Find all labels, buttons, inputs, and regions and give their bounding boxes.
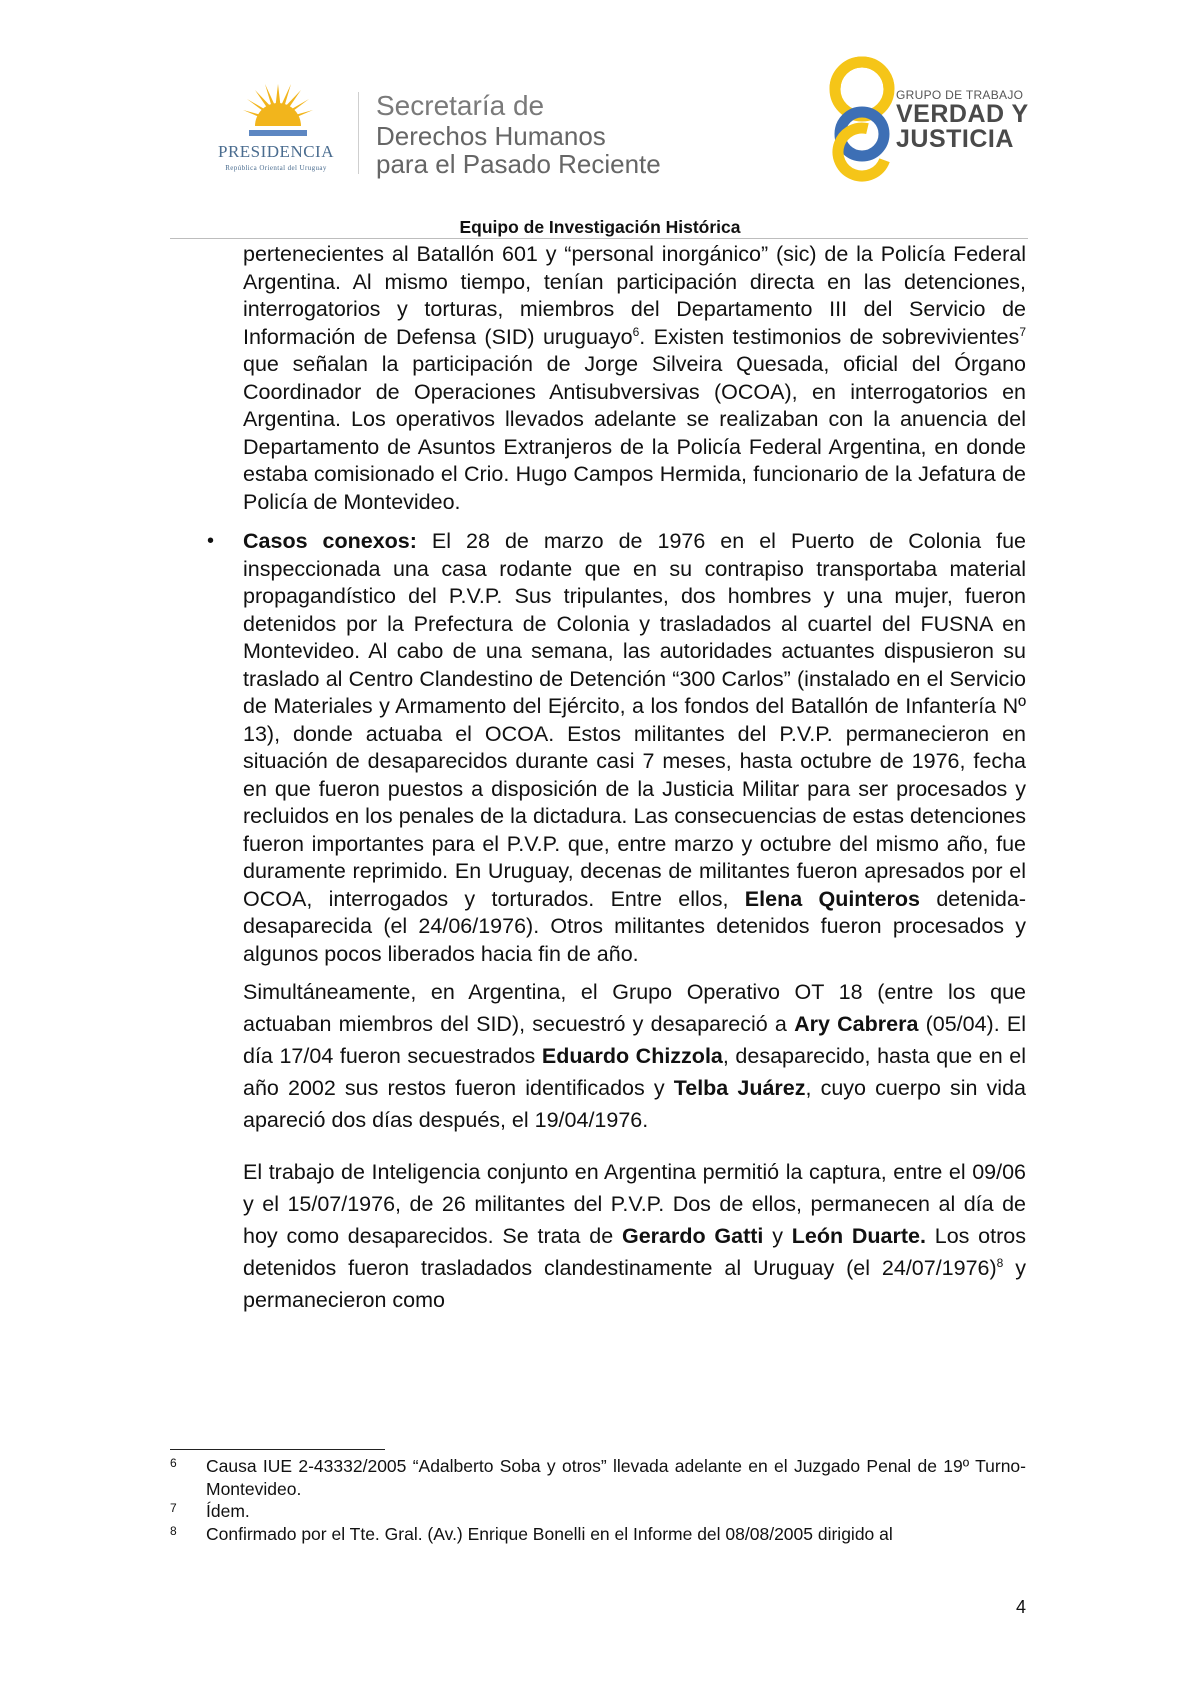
team-title: Equipo de Investigación Histórica xyxy=(459,217,741,237)
footnote-text: Ídem. xyxy=(206,1501,250,1521)
person-name: León Duarte. xyxy=(791,1224,926,1248)
gvj-line-1: VERDAD Y xyxy=(896,100,1029,128)
gvj-line-2: JUSTICIA xyxy=(896,125,1014,153)
sun-icon xyxy=(241,80,315,142)
bullet-label: Casos conexos: xyxy=(243,529,417,553)
presidencia-subtitle: República Oriental del Uruguay xyxy=(225,164,327,172)
bullet-icon: • xyxy=(207,530,215,552)
footnote-number: 7 xyxy=(170,1501,177,1515)
footnote-number: 8 xyxy=(170,1523,177,1538)
paragraph-1: pertenecientes al Batallón 601 y “personal inorgánico” (sic) de la Policía Federal Argentina. Al mismo tiempo, tenían participación directa en las detenciones, interrogatorios y torturas, miembros del Departamento III del Servicio de Información de Defensa (SID) uruguayo$^6$. Existen testimonios de sobrevivientes$^7$ que señalan la participación de Jorge Silveira Quesada, oficial del Órgano Coordinador de Operaciones Antisubversivas (OCOA), en interrogatorios en Argentina. Los operativos llevados adelante se realizaban con la anuencia del Departamento de Asuntos Extranjeros de la Policía Federal Argentina, en donde estaba comisionado el Crio. Hugo Campos Hermida, funcionario de la Jefatura de Policía de Montevideo. xyxy=(243,242,1026,514)
footnote-separator xyxy=(170,1449,385,1450)
footnote-ref-8[interactable]: 8 xyxy=(996,1255,1004,1270)
person-name: Gerardo Gatti xyxy=(622,1224,764,1248)
page-header xyxy=(0,0,1190,237)
bullet-item-casos-conexos xyxy=(207,528,1026,1316)
footnote-text: Causa IUE 2-43332/2005 “Adalberto Soba y otros” llevada adelante en el Juzgado Penal de 19º Turno-Montevideo. xyxy=(206,1456,1026,1499)
header-rule xyxy=(170,238,1028,239)
paragraph-3: El trabajo de Inteligencia conjunto en Argentina permitió la captura, entre el 09/06 y el 15/07/1976, de 26 militantes del P.V.P. Dos de ellos, permanecen al día de hoy como desaparecidos. Se trata de Gerardo Gatti y León Duarte. Los otros detenidos fueron trasladados clandestinamente al Uruguay (el 24/07/1976)$^8$ y permanecieron como xyxy=(243,1160,1026,1312)
footnotes xyxy=(170,1455,1026,1545)
verdad-justicia-text xyxy=(896,88,1046,152)
bullet-paragraph: Casos conexos: El 28 de marzo de 1976 en el Puerto de Colonia fue inspeccionada una casa rodante que en su contrapiso transportaba material propagandístico del P.V.P. Sus tripulantes, dos hombres y una mujer, fueron detenidos por la Prefectura de Colonia y trasladados al cuartel del FUSNA en Montevideo. Al cabo de una semana, las autoridades actuantes dispusieron su traslado al Centro Clandestino de Detención “300 Carlos” (instalado en el Servicio de Materiales y Armamento del Ejército, a los fondos del Batallón de Infantería Nº 13), donde actuaba el OCOA. Estos militantes del P.V.P. permanecieron en situación de desaparecidos durante casi 7 meses, hasta octubre de 1976, fecha en que fueron puestos a disposición de la Justicia Militar para ser procesados y recluidos en los penales de la dictadura. Las consecuencias de estas detenciones fueron importantes para el P.V.P. que, entre marzo y octubre del mismo año, fue duramente reprimido. En Uruguay, decenas de militantes fueron apresados por el OCOA, interrogados y torturados. Entre ellos, Elena Quinteros detenida-desaparecida (el 24/06/1976). Otros militantes detenidos fueron procesados y algunos pocos liberados hacia fin de año. xyxy=(243,529,1026,966)
paragraph-2: Simultáneamente, en Argentina, el Grupo Operativo OT 18 (entre los que actuaban miembros del SID), secuestró y desapareció a Ary Cabrera (05/04). El día 17/04 fueron secuestrados Eduardo Chizzola, desaparecido, hasta que en el año 2002 sus restos fueron identificados y Telba Juárez, cuyo cuerpo sin vida apareció dos días después, el 19/04/1976. xyxy=(243,980,1026,1132)
footnote-number: 6 xyxy=(170,1456,177,1470)
presidencia-name: PRESIDENCIA xyxy=(217,142,334,161)
person-name: Telba Juárez xyxy=(673,1076,806,1100)
footnote-text: Confirmado por el Tte. Gral. (Av.) Enrique Bonelli en el Informe del 08/08/2005 dirigido al xyxy=(206,1523,893,1544)
footnote-7 xyxy=(170,1500,1026,1523)
secretaria-title xyxy=(376,90,706,178)
presidencia-logo xyxy=(196,80,356,176)
body-text xyxy=(207,241,1026,1316)
page-number: 4 xyxy=(1015,1597,1026,1617)
footnote-8 xyxy=(170,1523,1026,1546)
gvj-subtitle: GRUPO DE TRABAJO xyxy=(896,88,1024,102)
secretaria-line-2: Derechos Humanos xyxy=(376,121,606,151)
footnote-ref-7[interactable]: 7 xyxy=(1019,324,1026,339)
person-name: Eduardo Chizzola xyxy=(541,1044,723,1068)
verdad-justicia-rings-icon xyxy=(822,56,902,182)
person-name: Ary Cabrera xyxy=(794,1012,919,1036)
secretaria-line-3: para el Pasado Reciente xyxy=(376,149,661,179)
footnote-ref-6[interactable]: 6 xyxy=(632,324,640,339)
footnote-6 xyxy=(170,1455,1026,1500)
person-name: Elena Quinteros xyxy=(744,886,921,911)
secretaria-line-1: Secretaría de xyxy=(376,90,545,121)
logo-divider xyxy=(358,92,359,174)
